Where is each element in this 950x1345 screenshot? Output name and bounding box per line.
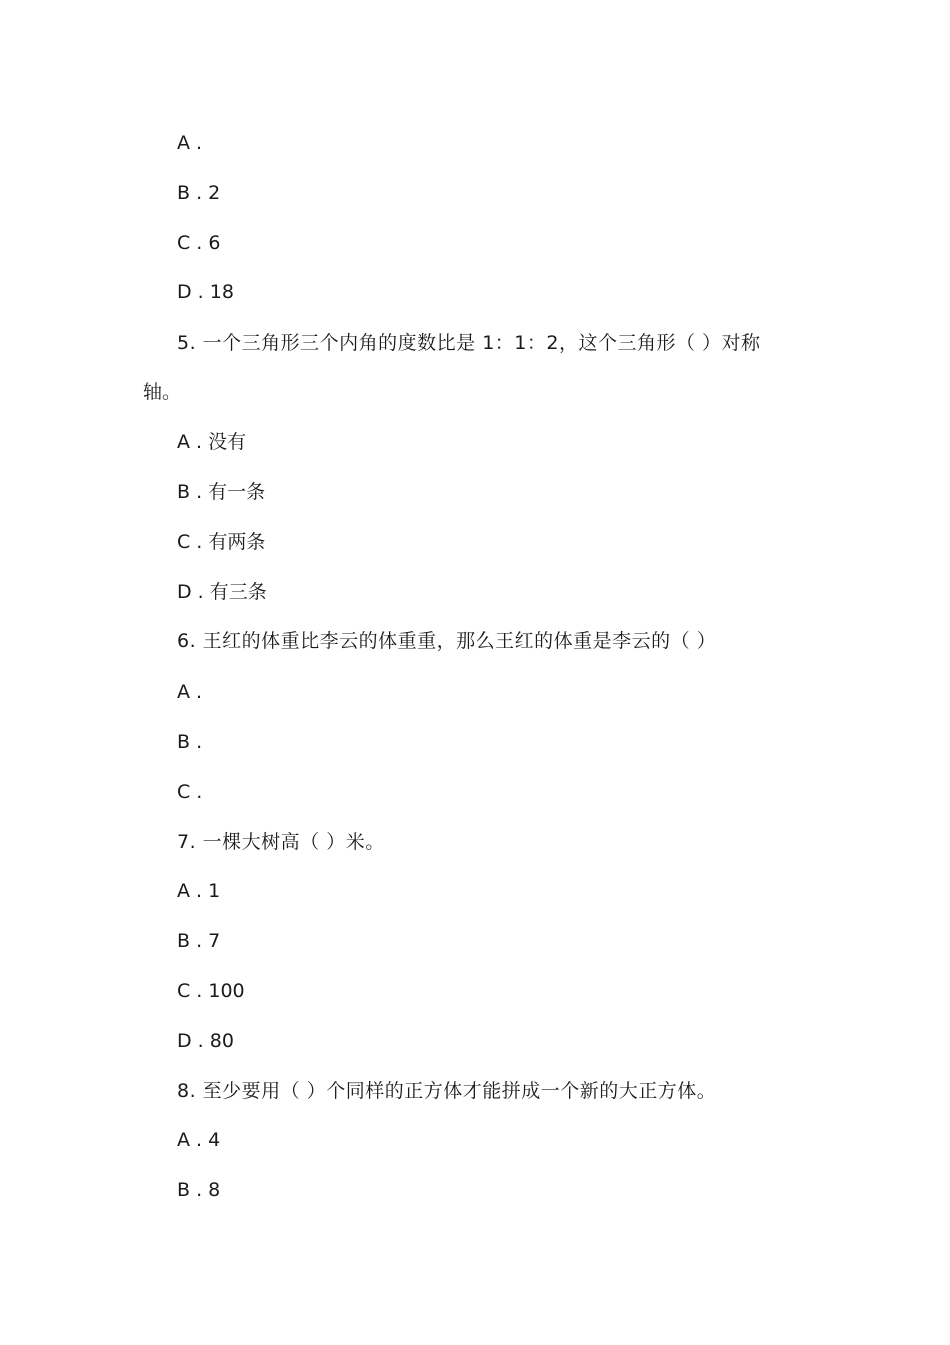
option-d-q5: D . 有三条 [177,581,267,603]
option-a-q6: A . [177,681,203,703]
option-b-q8: B . 8 [177,1179,221,1201]
option-b-q5: B . 有一条 [177,481,266,503]
option-a-q8: A . 4 [177,1129,221,1151]
question-5: 5. 一个三角形三个内角的度数比是 1：1：2，这个三角形（ ）对称 [177,332,761,354]
option-b-q7: B . 7 [177,930,221,952]
option-c-q6: C . [177,781,203,803]
option-a-q7: A . 1 [177,880,221,902]
option-b-q4: B . 2 [177,182,221,204]
question-6: 6. 王红的体重比李云的体重重，那么王红的体重是李云的（ ） [177,630,717,652]
question-5-continuation: 轴。 [143,381,182,403]
question-8: 8. 至少要用（ ）个同样的正方体才能拼成一个新的大正方体。 [177,1080,717,1102]
question-7: 7. 一棵大树高（ ）米。 [177,831,385,853]
option-d-q7: D . 80 [177,1030,234,1052]
option-b-q6: B . [177,731,203,753]
option-a-q5: A . 没有 [177,431,247,453]
option-c-q4: C . 6 [177,232,221,254]
option-d-q4: D . 18 [177,281,234,303]
option-c-q5: C . 有两条 [177,531,266,553]
option-c-q7: C . 100 [177,980,245,1002]
option-a-q4: A . [177,132,203,154]
